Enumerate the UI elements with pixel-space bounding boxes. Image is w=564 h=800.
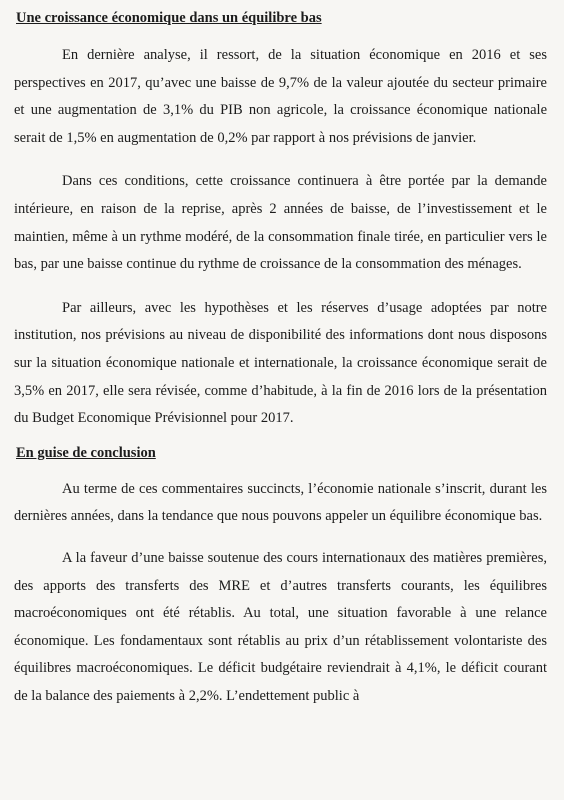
paragraph-a-la-faveur: A la faveur d’une baisse soutenue des cours internationaux des matières premières, des apports des transferts des MRE et d’autres transferts courants, les équilibres macroéconomiques ont été rétablis. Au total, une situation favorable à une relance économique. Les fondamentaux sont rétablis au prix d’un rétablissement volontariste des équilibres macroéconomiques. Le déficit budgétaire reviendrait à 4,1%, le déficit courant de la balance des paiements à 2,2%. L’endettement public à <box>14 549 547 704</box>
section-heading-croissance: Une croissance économique dans un équilibre bas <box>16 10 322 26</box>
paragraph-par-ailleurs: Par ailleurs, avec les hypothèses et les réserves d’usage adoptées par notre institution, nos prévisions au niveau de disponibilité des informations dont nous disposons sur la situation économique nationale et internationale, la croissance économique serait de 3,5% en 2017, elle sera révisée, comme d’habitude, à la fin de 2016 lors de la présentation du Budget Economique Prévisionnel pour 2017. <box>14 299 547 427</box>
paragraph-au-terme: Au terme de ces commentaires succincts, l’économie nationale s’inscrit, durant les dernières années, dans la tendance que nous pouvons appeler un équilibre économique bas. <box>14 480 547 525</box>
paragraph-derniere-analyse: En dernière analyse, il ressort, de la situation économique en 2016 et ses perspectives en 2017, qu’avec une baisse de 9,7% de la valeur ajoutée du secteur primaire et une augmentation de 3,1% du PIB non agricole, la croissance économique nationale serait de 1,5% en augmentation de 0,2% par rapport à nos prévisions de janvier. <box>14 47 547 146</box>
section-heading-conclusion: En guise de conclusion <box>16 444 156 461</box>
paragraph-conditions: Dans ces conditions, cette croissance continuera à être portée par la demande intérieure, en raison de la reprise, après 2 années de baisse, de l’investissement et le maintien, même à un rythme modéré, de la consommation finale tirée, en particulier vers le bas, par une baisse continue du rythme de croissance de la consommation des ménages. <box>14 173 547 273</box>
